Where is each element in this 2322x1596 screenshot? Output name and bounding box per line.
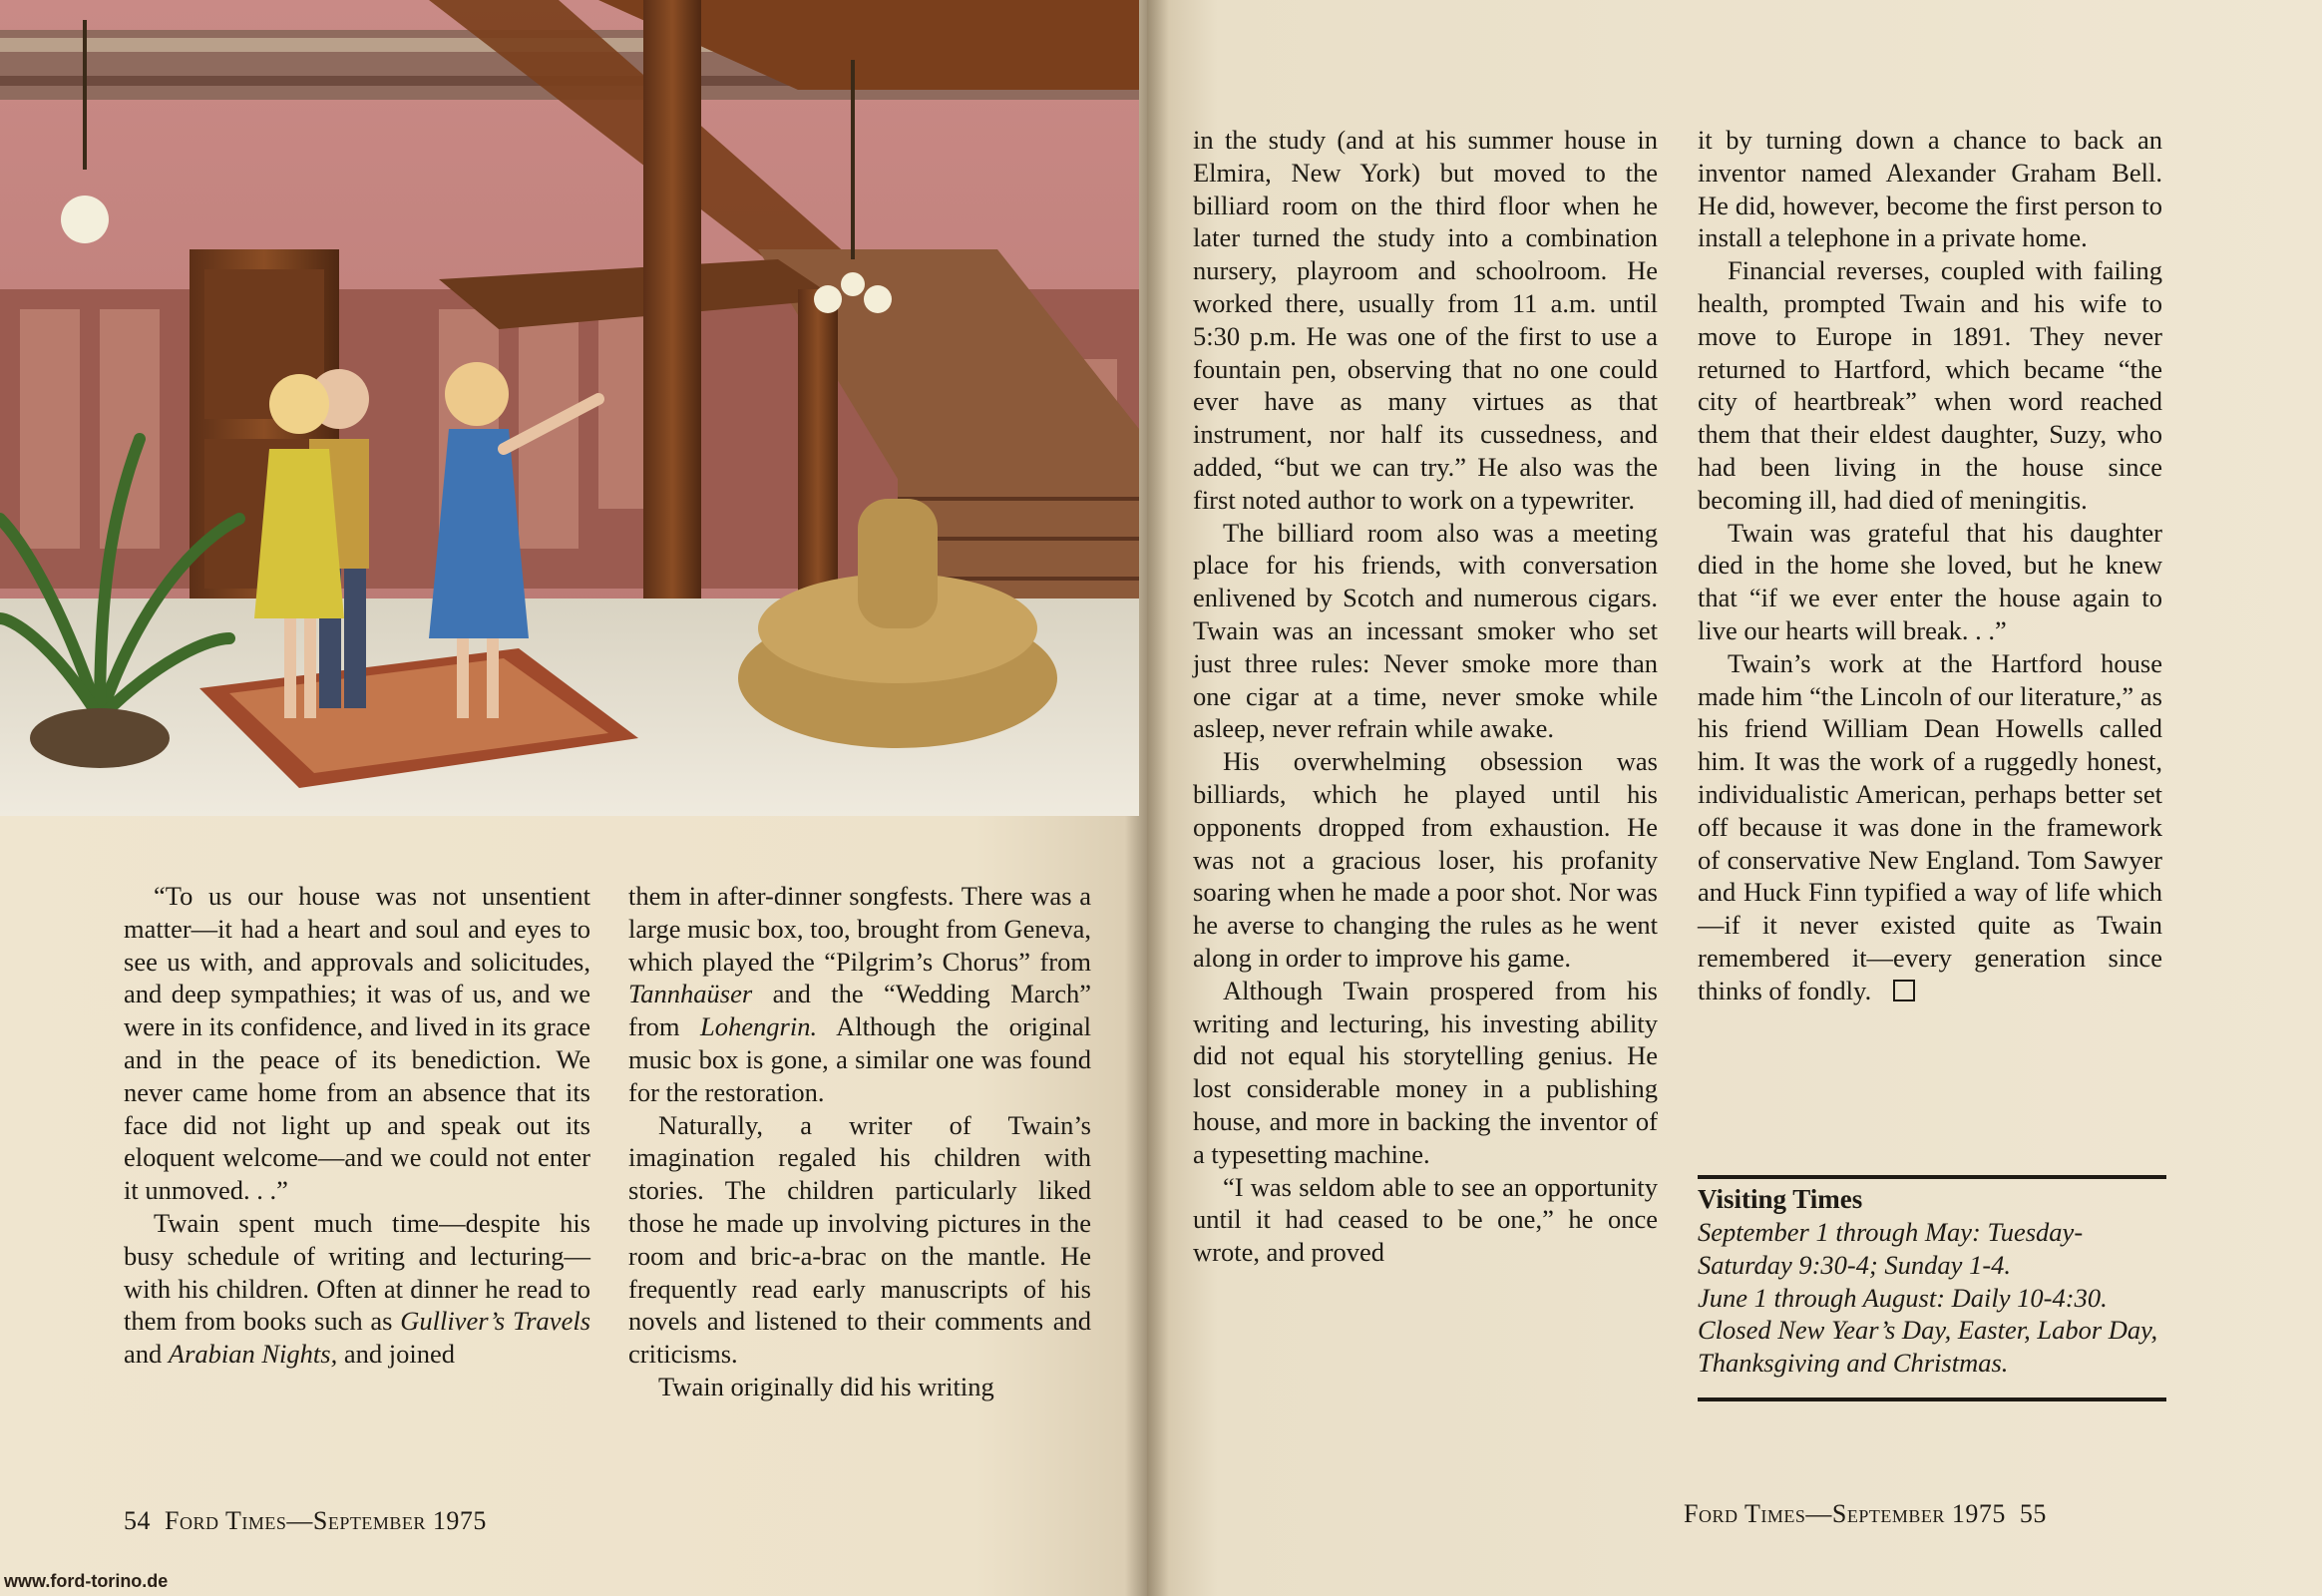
page-number-left: 54 — [124, 1506, 151, 1535]
left-column-1 — [124, 880, 590, 1371]
paragraph-grateful: Twain was grateful that his daughter died in the home she loved, but he knew that “if we ever enter the house again to live our hearts will break. . .” — [1698, 517, 2162, 645]
folio-left — [124, 1506, 487, 1536]
paragraph-legacy: Twain’s work at the Hartford house made him “the Lincoln of our literature,” as his friend William Dean Howells called him. It was the work of a ruggedly honest, individualistic American, perhaps better set off because it was done in the framework of conservative New England. Tom Sawyer and Huck Finn typified a way of life which—if it never existed quite as Twain remembered it—every generation since thinks of fondly. — [1698, 647, 2162, 1005]
watermark-url: www.ford-torino.de — [4, 1571, 169, 1591]
visiting-times-line: September 1 through May: Tuesday-Saturday 9:30-4; Sunday 1-4. — [1698, 1217, 2084, 1280]
paragraph-opportunity: “I was seldom able to see an opportunity until it had ceased to be one,” he once wrote, and proved — [1193, 1171, 1658, 1268]
page-number-right: 55 — [2019, 1499, 2047, 1528]
house-interior-illustration — [0, 0, 1139, 816]
magazine-name-right: Ford Times — [1684, 1499, 1806, 1528]
paragraph-writing-start: Twain originally did his writing — [658, 1371, 994, 1401]
title-lohengrin: Lohengrin. — [700, 1011, 818, 1042]
paragraph-investing: Although Twain prospered from his writing and lecturing, his investing ability did not equal his storytelling genius. He lost considerable money in a publishing house, and more in backing the inventor of a typesetting machine. — [1193, 975, 1658, 1169]
paragraph-obsession: His overwhelming obsession was billiards, which he played until his opponents dropped from exhaustion. He was not a gracious loser, his profanity soaring when he made a poor shot. Nor was he averse to changing the rules as he went along in order to improve his game. — [1193, 746, 1658, 973]
paragraph-songfests: them in after-dinner songfests. There was a large music box, too, brought from Geneva, which played the “Pilgrim’s Chorus” from Tannhaüser and the “Wedding March” from Lohengrin. Although the original music box is gone, a similar one was found for the restoration. — [628, 881, 1092, 1107]
issue-date-right: —September 1975 — [1805, 1499, 2006, 1528]
left-column-2 — [628, 880, 1091, 1403]
magazine-name-left: Ford Times — [165, 1506, 287, 1535]
visiting-times-title: Visiting Times — [1698, 1184, 1863, 1214]
visiting-times-line: Closed New Year’s Day, Easter, Labor Day, Thanksgiving and Christmas. — [1698, 1315, 2158, 1379]
end-mark-icon — [1893, 980, 1915, 1001]
title-tannhauser: Tannhaüser — [628, 979, 753, 1009]
visiting-times-line: June 1 through August: Daily 10-4:30. — [1698, 1282, 2108, 1313]
right-column-2 — [1698, 124, 2162, 1007]
visiting-times-bottom-rule — [1698, 1397, 2166, 1401]
title-gullivers-travels: Gulliver’s Travels — [400, 1306, 591, 1337]
right-column-1 — [1193, 124, 1658, 1269]
visiting-times-box — [1698, 1175, 2166, 1401]
paragraph-quote: “To us our house was not unsentient matter—it had a heart and soul and eyes to see us with, and approvals and solicitudes, and deep sympathies; it was of us, and we were in its confidence, and lived in its grace and in the peace of its benediction. We never came home from an absence that its face did not light up and speak out its eloquent welcome—and we could not enter it unmoved. . .” — [124, 881, 590, 1206]
paragraph-study: in the study (and at his summer house in Elmira, New York) but moved to the billiard room on the third floor when he later turned the study into a combination nursery, playroom and schoolroom. He worked there, usually from 11 a.m. until 5:30 p.m. He was one of the first to use a fountain pen, observing that no one could ever have as many virtues as that instrument, nor half its cussedness, and added, “but we can try.” He also was the first noted author to work on a typewriter. — [1193, 125, 1658, 515]
title-arabian-nights: Arabian Nights, — [168, 1339, 338, 1370]
issue-date-left: —September 1975 — [286, 1506, 487, 1535]
illustration-drawing — [0, 0, 1139, 816]
paragraph-twain-children: Twain spent much time—despite his busy schedule of writing and lecturing—with his children. Often at dinner he read to them from books such as Gulliver’s Travels and Arabian Nights, and joined — [124, 1207, 591, 1370]
folio-right — [1684, 1499, 2061, 1529]
paragraph-reverses: Financial reverses, coupled with failing health, prompted Twain and his wife to move to Europe in 1891. They never returned to Hartford, which became “the city of heartbreak” when word reached them that their eldest daughter, Suzy, who had been living in the house since becoming ill, had died of meningitis. — [1698, 255, 2162, 515]
paragraph-bell: it by turning down a chance to back an inventor named Alexander Graham Bell. He did, however, become the first person to install a telephone in a private home. — [1698, 125, 2162, 253]
paragraph-billiard-room: The billiard room also was a meeting place for his friends, with conversation enlivened by Scotch and numerous cigars. Twain was an incessant smoker who set just three rules: Never smoke more than one cigar at a time, never smoke while asleep, never refrain while awake. — [1193, 517, 1658, 744]
paragraph-stories: Naturally, a writer of Twain’s imagination regaled his children with stories. The children particularly liked those he made up involving pictures in the room and bric-a-brac on the mantle. He frequently read early manuscripts of his novels and listened to their comments and criticisms. — [628, 1109, 1091, 1370]
